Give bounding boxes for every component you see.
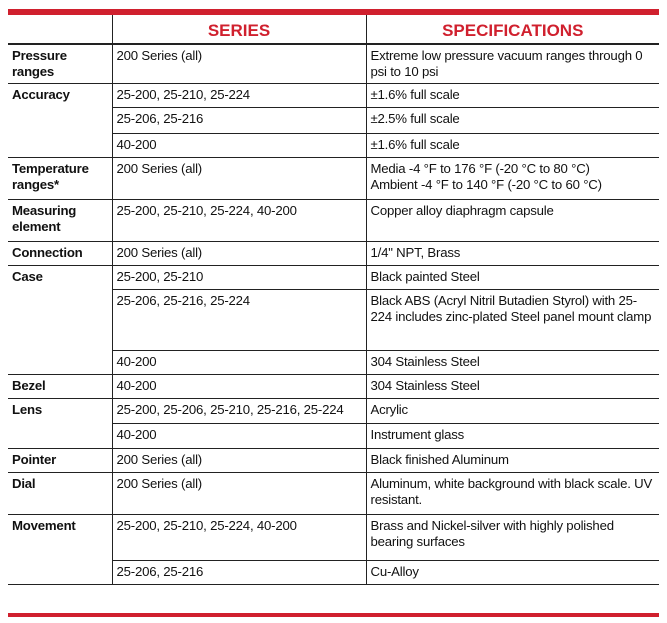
row-spec-line: Media -4 °F to 176 °F (-20 °C to 80 °C) <box>370 161 590 176</box>
row-series: 200 Series (all) <box>112 242 366 266</box>
row-series: 25-206, 25-216 <box>112 561 366 585</box>
row-spec: Brass and Nickel-silver with highly polished bearing surfaces <box>366 515 659 561</box>
table-row <box>8 515 659 561</box>
row-label: Dial <box>8 473 112 515</box>
row-label: Lens <box>8 399 112 449</box>
row-spec: ±1.6% full scale <box>366 84 659 108</box>
row-spec: Extreme low pressure vacuum ranges through 0 psi to 10 psi <box>366 44 659 84</box>
row-series: 25-200, 25-210, 25-224, 40-200 <box>112 200 366 242</box>
specifications-table <box>8 15 659 585</box>
row-label: Temperature ranges* <box>8 158 112 200</box>
row-series: 25-200, 25-206, 25-210, 25-216, 25-224 <box>112 399 366 424</box>
table-row <box>8 44 659 84</box>
row-label: Case <box>8 266 112 375</box>
header-blank-cell <box>8 15 112 44</box>
row-label: Bezel <box>8 375 112 399</box>
row-label: Connection <box>8 242 112 266</box>
row-spec: Acrylic <box>366 399 659 424</box>
row-label: Pressure ranges <box>8 44 112 84</box>
row-label: Movement <box>8 515 112 585</box>
row-spec-line: Ambient -4 °F to 140 °F (-20 °C to 60 °C) <box>370 177 602 192</box>
table-header-row <box>8 15 659 44</box>
row-spec: Black finished Aluminum <box>366 449 659 473</box>
table-row <box>8 266 659 290</box>
row-series: 200 Series (all) <box>112 473 366 515</box>
row-series: 25-200, 25-210 <box>112 266 366 290</box>
row-label: Accuracy <box>8 84 112 158</box>
row-series: 40-200 <box>112 351 366 375</box>
table-row <box>8 473 659 515</box>
row-series: 40-200 <box>112 134 366 158</box>
row-series: 25-200, 25-210, 25-224, 40-200 <box>112 515 366 561</box>
row-series: 40-200 <box>112 375 366 399</box>
row-series: 40-200 <box>112 424 366 449</box>
row-series: 200 Series (all) <box>112 449 366 473</box>
table-row <box>8 200 659 242</box>
row-series: 25-206, 25-216 <box>112 108 366 134</box>
table-row <box>8 399 659 424</box>
row-spec: 304 Stainless Steel <box>366 375 659 399</box>
table-row <box>8 375 659 399</box>
table-row <box>8 242 659 266</box>
header-specifications: SPECIFICATIONS <box>366 15 659 44</box>
row-spec: ±1.6% full scale <box>366 134 659 158</box>
row-spec: 1/4" NPT, Brass <box>366 242 659 266</box>
row-series: 200 Series (all) <box>112 158 366 200</box>
row-spec: 304 Stainless Steel <box>366 351 659 375</box>
row-label: Measuring element <box>8 200 112 242</box>
row-series: 25-206, 25-216, 25-224 <box>112 290 366 351</box>
bottom-red-rule <box>8 613 659 617</box>
table-row <box>8 158 659 200</box>
row-spec: Black ABS (Acryl Nitril Butadien Styrol) with 25-224 includes zinc-plated Steel panel mount clamp <box>366 290 659 351</box>
table-row <box>8 84 659 108</box>
row-spec: Cu-Alloy <box>366 561 659 585</box>
row-series: 25-200, 25-210, 25-224 <box>112 84 366 108</box>
row-spec: Aluminum, white background with black scale. UV resistant. <box>366 473 659 515</box>
row-label: Pointer <box>8 449 112 473</box>
row-spec <box>366 158 659 200</box>
row-spec: Instrument glass <box>366 424 659 449</box>
row-spec: Copper alloy diaphragm capsule <box>366 200 659 242</box>
row-spec: Black painted Steel <box>366 266 659 290</box>
table-row <box>8 449 659 473</box>
row-spec: ±2.5% full scale <box>366 108 659 134</box>
header-series: SERIES <box>112 15 366 44</box>
row-series: 200 Series (all) <box>112 44 366 84</box>
